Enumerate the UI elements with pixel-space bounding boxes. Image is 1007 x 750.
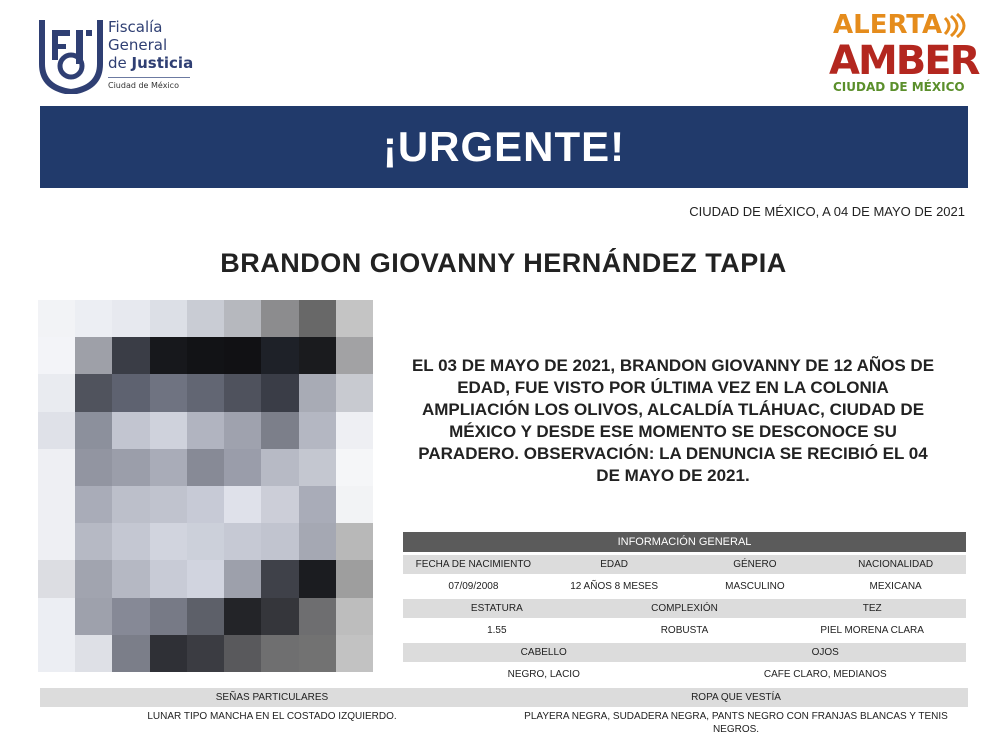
- photo-pixel: [224, 300, 261, 337]
- info-row-2-values: [403, 621, 966, 640]
- photo-pixel: [150, 560, 187, 597]
- photo-pixel: [75, 300, 112, 337]
- photo-pixel: [112, 374, 149, 411]
- photo-pixel: [299, 412, 336, 449]
- photo-pixel: [224, 337, 261, 374]
- info-row-1-labels: [403, 555, 966, 574]
- value-gender: MASCULINO: [725, 581, 785, 592]
- alerta-amber-logo: [829, 10, 979, 100]
- label-build: COMPLEXIÓN: [651, 603, 718, 614]
- urgent-banner: ¡URGENTE!: [40, 106, 968, 188]
- photo-pixel: [112, 560, 149, 597]
- fgj-line-4: Ciudad de México: [108, 81, 179, 90]
- photo-pixel: [336, 523, 373, 560]
- photo-pixel: [336, 598, 373, 635]
- photo-pixel: [150, 337, 187, 374]
- info-table-title: INFORMACIÓN GENERAL: [403, 532, 966, 552]
- label-hair: CABELLO: [520, 647, 567, 658]
- photo-pixel: [299, 523, 336, 560]
- photo-pixel: [75, 412, 112, 449]
- photo-pixel: [150, 412, 187, 449]
- photo-pixel: [336, 412, 373, 449]
- photo-pixel: [75, 598, 112, 635]
- general-info-table: [403, 532, 966, 684]
- photo-pixel: [224, 598, 261, 635]
- photo-pixel: [299, 449, 336, 486]
- photo-pixel: [38, 300, 75, 337]
- photo-pixel: [75, 560, 112, 597]
- photo-pixel: [224, 635, 261, 672]
- photo-pixel: [75, 374, 112, 411]
- info-row-1-values: [403, 577, 966, 596]
- fgj-line-2: General: [108, 36, 168, 54]
- photo-pixel: [299, 337, 336, 374]
- photo-pixel: [187, 300, 224, 337]
- amber-line-3: CIUDAD DE MÉXICO: [833, 80, 965, 94]
- photo-pixel: [112, 598, 149, 635]
- photo-pixel: [75, 486, 112, 523]
- photo-pixel: [187, 523, 224, 560]
- photo-pixel: [150, 300, 187, 337]
- photo-pixel: [261, 449, 298, 486]
- photo-pixel: [150, 598, 187, 635]
- photo-pixel: [261, 337, 298, 374]
- label-gender: GÉNERO: [733, 559, 777, 570]
- photo-pixel: [299, 486, 336, 523]
- photo-pixel: [299, 374, 336, 411]
- photo-pixel: [187, 635, 224, 672]
- particulars-labels: [40, 688, 968, 707]
- photo-pixel: [187, 337, 224, 374]
- label-age: EDAD: [600, 559, 629, 570]
- photo-pixel: [224, 449, 261, 486]
- photo-pixel: [299, 560, 336, 597]
- particulars-values: [40, 710, 968, 736]
- photo-pixel: [224, 523, 261, 560]
- photo-pixel: [224, 560, 261, 597]
- fgj-line-3: [108, 54, 193, 72]
- info-row-3-values: [403, 665, 966, 684]
- fgj-emblem-icon: [38, 14, 108, 94]
- value-distinguishing-marks: LUNAR TIPO MANCHA EN EL COSTADO IZQUIERDO.: [147, 711, 397, 722]
- photo-pixel: [38, 337, 75, 374]
- photo-pixel: [261, 374, 298, 411]
- photo-pixel: [150, 374, 187, 411]
- photo-pixel: [336, 374, 373, 411]
- amber-line-1: ALERTA: [833, 10, 943, 40]
- photo-pixel: [299, 300, 336, 337]
- photo-pixel: [336, 449, 373, 486]
- photo-pixel: [299, 598, 336, 635]
- photo-pixel: [112, 523, 149, 560]
- photo-pixel: [112, 486, 149, 523]
- photo-pixel: [224, 486, 261, 523]
- particulars-table: [40, 688, 968, 736]
- label-height: ESTATURA: [470, 603, 523, 614]
- photo-pixel: [112, 412, 149, 449]
- info-row-2-labels: [403, 599, 966, 618]
- fgj-rule: [108, 77, 190, 78]
- photo-pixel: [75, 337, 112, 374]
- photo-pixel: [261, 300, 298, 337]
- value-complexion: PIEL MORENA CLARA: [820, 625, 924, 636]
- label-eyes: OJOS: [811, 647, 839, 658]
- photo-pixel: [336, 635, 373, 672]
- photo-pixel: [224, 412, 261, 449]
- photo-pixel: [150, 523, 187, 560]
- photo-pixel: [261, 635, 298, 672]
- fgj-line-3-prefix: de: [108, 54, 127, 72]
- photo-pixel: [38, 598, 75, 635]
- fgj-line-3-bold: Justicia: [131, 54, 194, 72]
- photo-pixel: [112, 635, 149, 672]
- value-height: 1.55: [487, 625, 507, 636]
- date-line: CIUDAD DE MÉXICO, A 04 DE MAYO DE 2021: [689, 204, 965, 219]
- photo-pixel: [336, 337, 373, 374]
- value-clothing: PLAYERA NEGRA, SUDADERA NEGRA, PANTS NEGRO CON FRANJAS BLANCAS Y TENIS NEGROS.: [524, 711, 948, 735]
- photo-pixel: [261, 523, 298, 560]
- photo-pixel: [187, 598, 224, 635]
- value-build: ROBUSTA: [660, 625, 709, 636]
- amber-line-2: AMBER: [829, 38, 979, 84]
- photo-pixel: [38, 523, 75, 560]
- value-eyes: CAFE CLARO, MEDIANOS: [763, 669, 887, 680]
- photo-pixel: [336, 300, 373, 337]
- photo-pixel: [150, 449, 187, 486]
- photo-pixel: [299, 635, 336, 672]
- photo-pixel: [261, 486, 298, 523]
- info-row-3-labels: [403, 643, 966, 662]
- photo-pixel: [112, 300, 149, 337]
- photo-pixel: [150, 635, 187, 672]
- fgj-line-1: Fiscalía: [108, 18, 163, 36]
- label-birth-date: FECHA DE NACIMIENTO: [415, 559, 532, 570]
- photo-pixel: [38, 412, 75, 449]
- value-age: 12 AÑOS 8 MESES: [570, 581, 659, 592]
- label-clothing: ROPA QUE VESTÍA: [691, 692, 781, 703]
- photo-pixel: [38, 449, 75, 486]
- fgj-logo: [38, 14, 108, 94]
- photo-pixel: [261, 412, 298, 449]
- label-distinguishing-marks: SEÑAS PARTICULARES: [215, 692, 329, 703]
- signal-waves-icon: [941, 12, 967, 38]
- photo-pixel: [336, 560, 373, 597]
- photo-pixel: [187, 449, 224, 486]
- photo-pixel: [38, 486, 75, 523]
- photo-pixel: [38, 560, 75, 597]
- photo-pixel: [187, 374, 224, 411]
- photo-pixel: [75, 449, 112, 486]
- label-nationality: NACIONALIDAD: [858, 559, 934, 570]
- photo-pixel: [187, 486, 224, 523]
- photo-pixel: [187, 412, 224, 449]
- description-text: EL 03 DE MAYO DE 2021, BRANDON GIOVANNY DE 12 AÑOS DE EDAD, FUE VISTO POR ÚLTIMA VEZ EN LA COLONIA AMPLIACIÓN LOS OLIVOS, ALCALDÍA TLÁHUAC, CIUDAD DE MÉXICO Y DESDE ESE MOMENTO SE DESCONOCE SU PARADERO. OBSERVACIÓN: LA DENUNCIA SE RECIBIÓ EL 04 DE MAYO DE 2021.: [411, 356, 935, 485]
- value-birth-date: 07/09/2008: [448, 581, 499, 592]
- photo-pixel: [224, 374, 261, 411]
- label-complexion: TEZ: [862, 603, 882, 614]
- photo-pixel: [38, 635, 75, 672]
- photo-pixel: [150, 486, 187, 523]
- missing-person-name: BRANDON GIOVANNY HERNÁNDEZ TAPIA: [220, 248, 787, 278]
- value-hair: NEGRO, LACIO: [507, 669, 580, 680]
- photo-pixel: [38, 374, 75, 411]
- photo-pixel: [112, 449, 149, 486]
- value-nationality: MEXICANA: [869, 581, 922, 592]
- photo-pixel: [261, 598, 298, 635]
- photo-pixel: [112, 337, 149, 374]
- photo-pixel: [75, 523, 112, 560]
- photo-pixel: [261, 560, 298, 597]
- photo-pixel: [75, 635, 112, 672]
- pixelated-photo: [38, 300, 373, 672]
- photo-pixel: [187, 560, 224, 597]
- photo-pixel: [336, 486, 373, 523]
- fgj-name: [108, 18, 193, 90]
